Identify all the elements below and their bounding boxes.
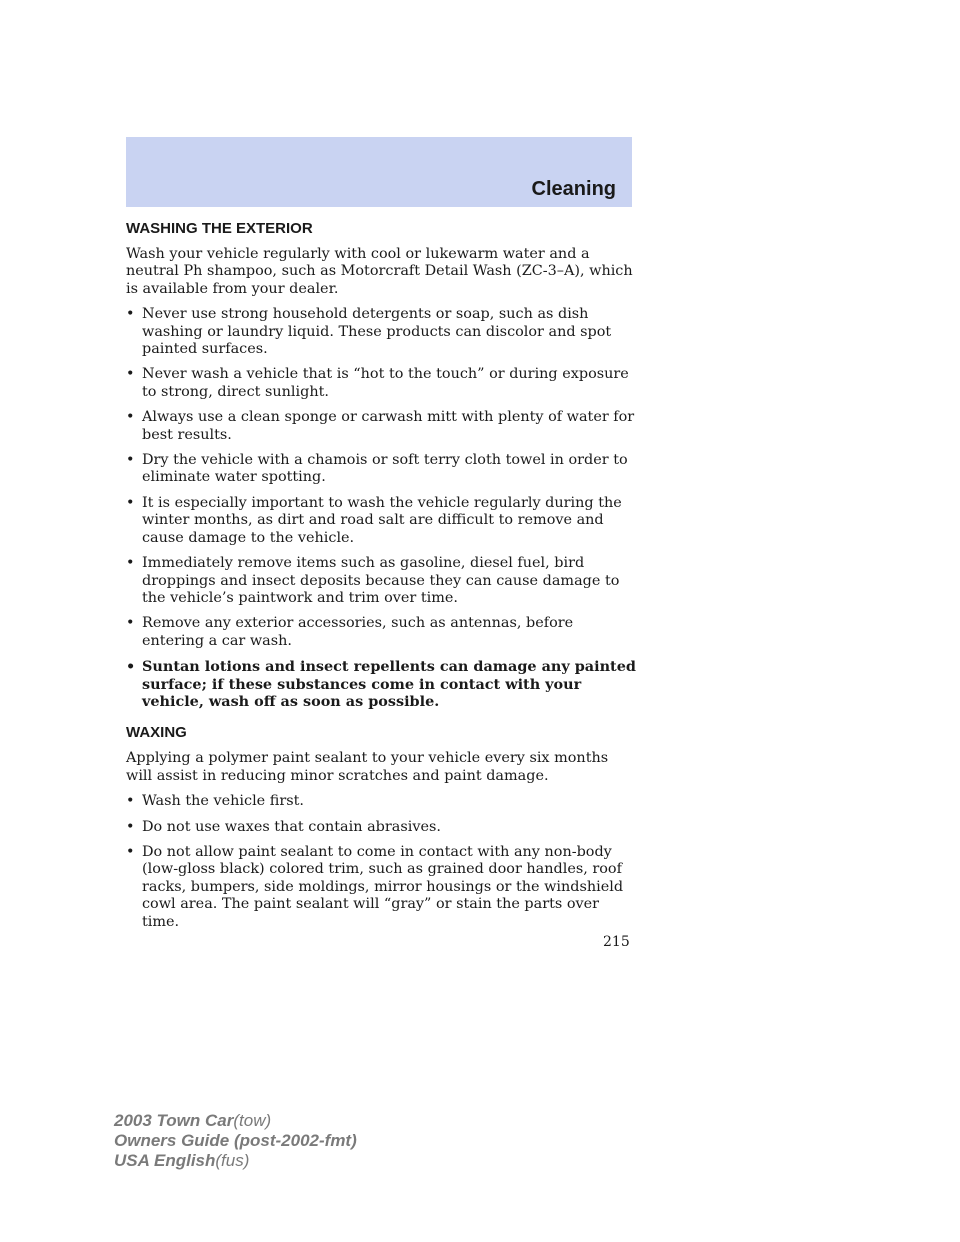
footer-line-1: 2003 Town Car(tow): [114, 1111, 272, 1130]
list-item: • Do not use waxes that contain abrasives.: [126, 818, 441, 835]
list-item: • Immediately remove items such as gasoline, diesel fuel, bird droppings and insect deposits because they can cause damage to the vehicle’s paintwork and trim over time.: [126, 555, 620, 606]
list-item: • Remove any exterior accessories, such as antennas, before entering a car wash.: [126, 615, 574, 649]
list-item: • It is especially important to wash the vehicle regularly during the winter months, as dirt and road salt are difficult to remove and cause damage to the vehicle.: [126, 494, 622, 546]
section-title: Cleaning: [531, 178, 616, 200]
page-number: 215: [603, 934, 630, 950]
list-item: • Never wash a vehicle that is “hot to the touch” or during exposure to strong, direct sunlight.: [126, 366, 629, 400]
bullet-icon: •: [126, 658, 136, 676]
washing-heading: WASHING THE EXTERIOR: [126, 220, 313, 237]
bullet-icon: •: [126, 452, 135, 469]
list-item: • Always use a clean sponge or carwash mitt with plenty of water for best results.: [126, 409, 635, 443]
bullet-icon: •: [126, 494, 135, 511]
list-item: • Dry the vehicle with a chamois or soft terry cloth towel in order to eliminate water spotting.: [126, 452, 628, 486]
page-content: [126, 220, 638, 939]
waxing-heading: WAXING: [126, 724, 187, 742]
washing-bullet-list: [126, 306, 638, 710]
list-item: • Never use strong household detergents or soap, such as dish washing or laundry liquid. These products can discolor and spot painted surfaces.: [126, 306, 612, 358]
section-header-band: [126, 137, 632, 207]
list-item: • Do not allow paint sealant to come in contact with any non-body (low-gloss black) colored trim, such as grained door handles, roof racks, bumpers, side moldings, mirror housings or the windshield cowl area. The paint sealant will “gray” or stain the parts over time.: [126, 843, 624, 930]
bullet-icon: •: [126, 615, 135, 632]
list-item: • Wash the vehicle first.: [126, 793, 304, 810]
bullet-icon: •: [126, 366, 135, 383]
bullet-icon: •: [126, 793, 135, 810]
waxing-intro: Applying a polymer paint sealant to your vehicle every six months will assist in reducing minor scratches and paint damage.: [126, 750, 609, 784]
bullet-icon: •: [126, 409, 135, 426]
bullet-icon: •: [126, 818, 135, 835]
washing-intro: Wash your vehicle regularly with cool or lukewarm water and a neutral Ph shampoo, such as Motorcraft Detail Wash (ZC-3–A), which is available from your dealer.: [126, 246, 633, 297]
footer-line-3: USA English(fus): [114, 1151, 250, 1170]
warning-list-item: • Suntan lotions and insect repellents can damage any painted surface; if these substances come in contact with your vehicle, wash off as soon as possible.: [126, 658, 636, 710]
document-footer: [114, 1111, 357, 1171]
bullet-icon: •: [126, 306, 135, 323]
waxing-bullet-list: [126, 793, 638, 931]
bullet-icon: •: [126, 555, 135, 572]
bullet-icon: •: [126, 843, 135, 860]
footer-line-2: Owners Guide (post-2002-fmt): [114, 1131, 357, 1150]
